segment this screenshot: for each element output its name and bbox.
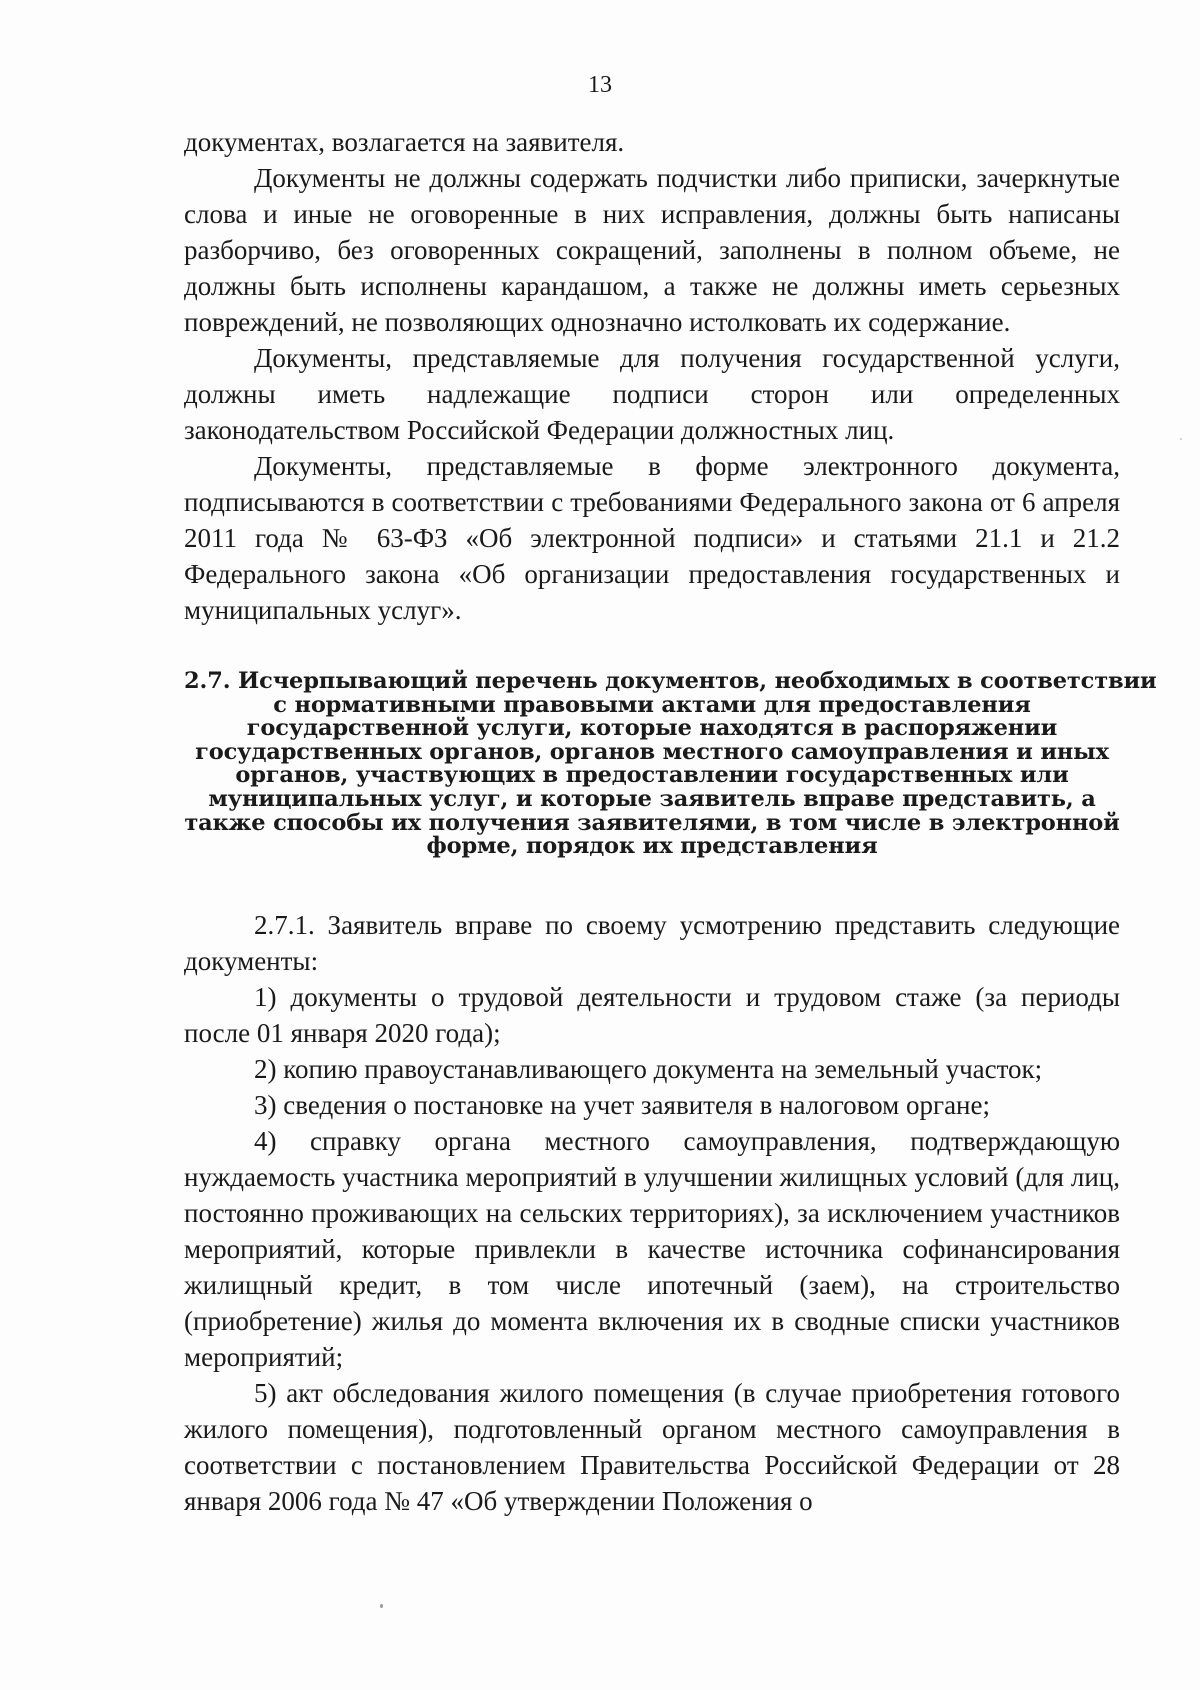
heading-line: 2.7. Исчерпывающий перечень документов, необходимых в соответствии (184, 668, 1157, 694)
list-item-3: 3) сведения о постановке на учет заявителя в налоговом органе; (254, 1089, 990, 1120)
heading-line: форме, порядок их представления (426, 833, 878, 860)
list-item-2: 2) копию правоустанавливающего документа на земельный участок; (254, 1053, 1043, 1084)
paragraph-documents-signatures: Документы, представляемые для получения государственной услуги, должны иметь надлежащие подписи сторон или определенных законодательством Российской Федерации должностных лиц. (184, 343, 1120, 445)
list-item-5: 5) акт обследования жилого помещения (в случае приобретения готового жилого помещения), подготовленный органом местного самоуправления в соответствии с постановлением Правительства Российской Федерации от 28 января 2006 года № 47 «Об утверждении Положения о (184, 1377, 1120, 1516)
heading-line: также способы их получения заявителями, в том числе в электронной (184, 809, 1120, 836)
list-item-4: 4) справку органа местного самоуправления, подтверждающую нуждаемость участника мероприятий в улучшении жилищных условий (для лиц, постоянно проживающих на сельских территориях), за исключением участников мероприятий, которые привлекли в качестве источника софинансирования жилищный кредит, в том числе ипотечный (заем), на строительство (приобретение) жилья до момента включения их в сводные списки участников мероприятий; (184, 1125, 1120, 1372)
page-content (184, 124, 1157, 1519)
scan-speck (1180, 438, 1182, 440)
scan-speck (380, 1604, 383, 1608)
page-number: 13 (588, 72, 612, 98)
heading-line: государственных органов, органов местного самоуправления и иных (195, 738, 1109, 765)
heading-line: муниципальных услуг, и которые заявитель вправе представить, а (208, 785, 1096, 812)
paragraph-continuation: документах, возлагается на заявителя. (184, 127, 625, 157)
heading-line: с нормативными правовыми актами для предоставления (273, 691, 1031, 718)
heading-line: органов, участвующих в предоставлении государственных или (235, 762, 1069, 789)
heading-line: государственной услуги, которые находятся в распоряжении (246, 715, 1058, 742)
section-spacer (184, 859, 1120, 907)
section-heading-2-7 (184, 668, 1157, 860)
paragraph-2-7-1: 2.7.1. Заявитель вправе по своему усмотрению представить следующие документы: (184, 909, 1120, 976)
list-item-1: 1) документы о трудовой деятельности и трудовом стаже (за периоды после 01 января 2020 года); (184, 981, 1120, 1048)
paragraph-documents-requirements: Документы не должны содержать подчистки либо приписки, зачеркнутые слова и иные не оговоренные в них исправления, должны быть написаны разборчиво, без оговоренных сокращений, заполнены в полном объеме, не должны быть исполнены карандашом, а также не должны иметь серьезных повреждений, не позволяющих однозначно истолковать их содержание. (184, 163, 1120, 337)
paragraph-electronic-documents: Документы, представляемые в форме электронного документа, подписываются в соответствии с требованиями Федерального закона от 6 апреля 2011 года № 63-ФЗ «Об электронной подписи» и статьями 21.1 и 21.2 Федерального закона «Об организации предоставления государственных и муниципальных услуг». (184, 451, 1120, 625)
